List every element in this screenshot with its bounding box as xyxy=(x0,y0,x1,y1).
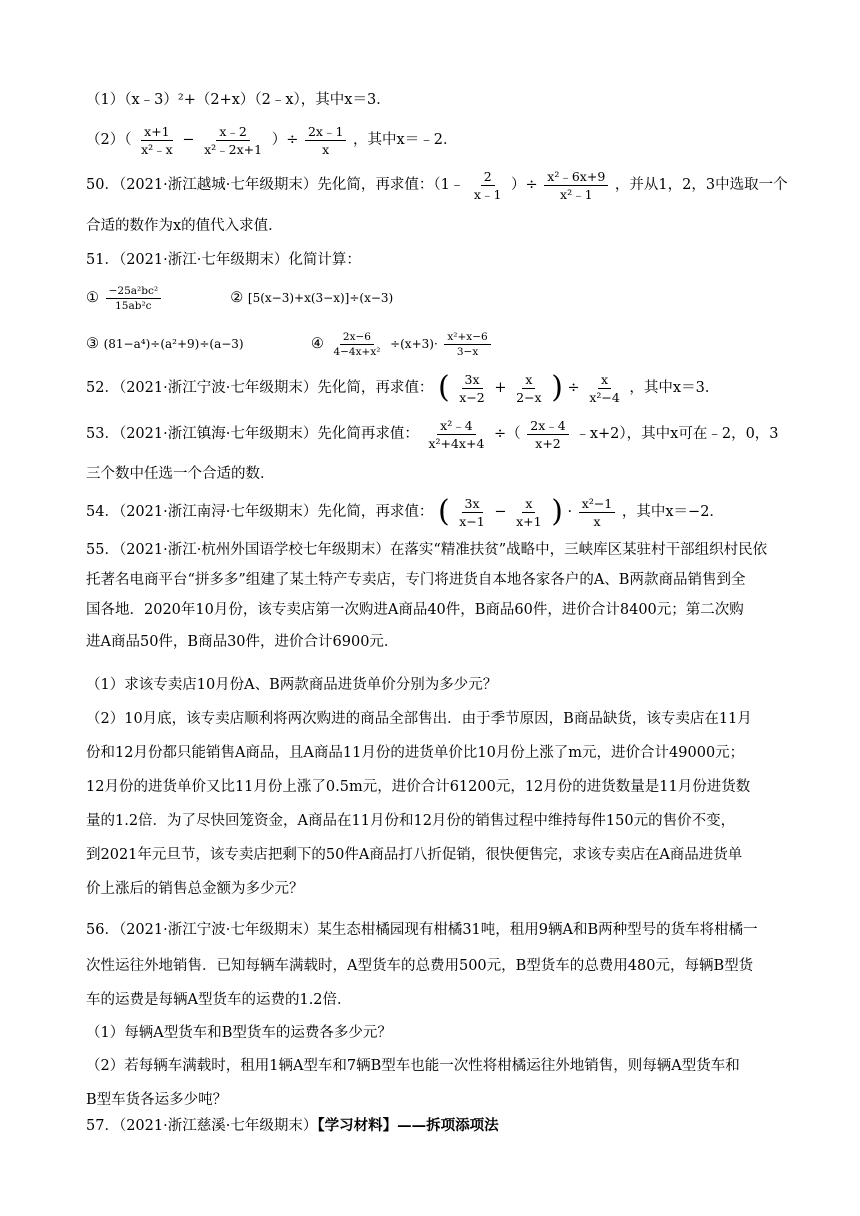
q55-sub2-line4: 量的1.2倍．为了尽快回笼资金，A商品在11月份和12月份的销售过程中维持每件150元的售价不变， xyxy=(86,813,736,829)
q55-sub2-line6: 价上涨后的销售总金额为多少元？ xyxy=(86,881,304,897)
numerator: x﹣2 xyxy=(216,123,250,141)
denominator: x+2 xyxy=(535,435,561,451)
denominator: x xyxy=(322,141,330,157)
question-tail: ，并从1，2，3中选取一个 xyxy=(614,177,788,193)
q55-sub2-line2: 份和12月份都只能销售A商品，且A商品11月份的进货单价比10月份上涨了m元，进价合计49000元； xyxy=(86,745,745,761)
q55-sub1: （1）求该专卖店10月份A、B两款商品进货单价分别为多少元？ xyxy=(86,677,498,693)
numerator: −25a²bc² xyxy=(106,284,161,299)
numerator: 2 xyxy=(481,168,495,186)
fraction xyxy=(444,330,490,359)
denominator: x﹣1 xyxy=(473,186,502,202)
question-head: 50．（2021·浙江越城·七年级期末）先化简，再求值：（1﹣ xyxy=(86,177,465,193)
fraction xyxy=(579,495,616,530)
numerator: 3x xyxy=(462,371,483,389)
condition: ，其中x＝﹣2． xyxy=(353,132,458,148)
item-label: ③ xyxy=(86,336,99,352)
denominator: 3−x xyxy=(456,345,479,358)
q54: 54．（2021·浙江南浔·七年级期末）先化简，再求值： ( $\frac{3x}{x-1}$ − $\frac{x}{x+1}$ ) · $\frac{\text{x²−1}}{x}$ ，其中x＝−2． xyxy=(86,494,724,529)
q55-sub2-line5: 到2021年元旦节，该专卖店把剩下的50件A商品打八折促销，很快便售完，求该专卖店在A商品进货单 xyxy=(86,847,743,863)
numerator: 2x﹣4 xyxy=(527,417,568,435)
q56-line1: 56．（2021·浙江宁波·七年级期末）某生态柑橘园现有柑橘31吨，租用9辆A和B两种型号的货车将柑橘一 xyxy=(86,922,758,938)
q55-line2: 托著名电商平台“拼多多”组建了某土特产专卖店，专门将进货自本地各家各户的A、B两款商品销售到全 xyxy=(86,572,746,588)
q56-line2: 次性运往外地销售．已知每辆车满载时，A型货车的总费用500元，B型货车的总费用480元，每辆B型货 xyxy=(86,958,754,974)
denominator: x²﹣x xyxy=(141,141,173,157)
operator: ）÷ xyxy=(271,132,299,148)
q56-sub1: （1）每辆A型货车和B型货车的运费各多少元？ xyxy=(86,1025,392,1041)
question-tail: ﹣x+2），其中x可在﹣2，0，3 xyxy=(575,426,779,442)
q55-sub2-line1: （2）10月底，该专卖店顺利将两次购进的商品全部售出．由于季节原因，B商品缺货，该专卖店在11月 xyxy=(86,711,752,727)
q51-row1 xyxy=(86,280,780,316)
q56-sub2-line2: B型车货各运多少吨？ xyxy=(86,1092,228,1108)
q57-head xyxy=(86,1116,780,1136)
operator: + xyxy=(494,380,507,396)
q55-line3: 国各地．2020年10月份，该专卖店第一次购进A商品40件，B商品60件，进价合计8400元；第二次购 xyxy=(86,602,744,618)
section-title: 【学习材料】——拆项添项法 xyxy=(317,1117,499,1134)
q55-line1: 55．（2021·浙江·杭州外国语学校七年级期末）在落实“精准扶贫”战略中，三峡库区某驻村干部组织村民依 xyxy=(86,542,768,558)
denominator: x xyxy=(593,513,601,529)
q50-line1 xyxy=(86,167,788,203)
question-head: 52．（2021·浙江宁波·七年级期末）先化简，再求值： xyxy=(86,380,434,396)
fraction xyxy=(527,417,568,452)
operator: − xyxy=(494,504,507,520)
denominator: x²−4 xyxy=(589,389,620,405)
fraction xyxy=(513,371,544,406)
q49-part1 xyxy=(86,90,780,110)
operator: ÷ xyxy=(567,380,580,396)
question-head: 53．（2021·浙江镇海·七年级期末）先化简再求值： xyxy=(86,426,419,442)
numerator: x²−1 xyxy=(579,495,616,513)
denominator: x−2 xyxy=(459,389,485,405)
question-head: 54．（2021·浙江南浔·七年级期末）先化简，再求值： xyxy=(86,504,434,520)
denominator: x²﹣1 xyxy=(560,186,593,202)
fraction xyxy=(106,284,161,313)
fraction xyxy=(305,123,346,158)
numerator: x xyxy=(598,371,611,389)
numerator: 2x−6 xyxy=(340,330,374,345)
denominator: x+1 xyxy=(516,513,542,529)
fraction xyxy=(544,168,608,203)
numerator: 2x﹣1 xyxy=(305,123,346,141)
operator: · xyxy=(567,504,573,520)
q50-line2: 合适的数作为x的值代入求值． xyxy=(86,218,283,234)
fraction xyxy=(330,330,383,359)
denominator: 15ab²c xyxy=(115,299,152,312)
expression: （x﹣3）²+（2+x）（2﹣x），其中x＝3． xyxy=(124,92,391,108)
q49-part2: （2）（ $\frac{x+1}{\text{x²﹣x}}$ − $\frac{x﹣2}{\text{x²﹣2x+1}}$ ）÷ $\frac{2x﹣1}{x}$ ，其中x＝﹣2． xyxy=(86,123,458,157)
numerator: x²+x−6 xyxy=(444,330,490,345)
q51-head: 51．（2021·浙江·七年级期末）化简计算： xyxy=(86,252,361,268)
operator: ÷（ xyxy=(494,426,521,442)
fraction xyxy=(513,495,544,530)
expression: (81−a⁴)÷(a²+9)÷(a−3) xyxy=(103,337,244,351)
numerator: x+1 xyxy=(141,123,172,141)
fraction xyxy=(138,123,176,158)
item-label: ① xyxy=(86,290,99,306)
q53-line1 xyxy=(86,414,780,454)
q52: 52．（2021·浙江宁波·七年级期末）先化简，再求值： ( $\frac{3x}{x-2}$ + $\frac{x}{2-x}$ ) ÷ $\frac{x}{\text{x²−4}}$ ，其中x＝3． xyxy=(86,370,720,405)
fraction xyxy=(456,371,487,406)
numerator: x²﹣6x+9 xyxy=(544,168,608,186)
q53-line2: 三个数中任选一个合适的数． xyxy=(86,466,275,482)
denominator: x²+4x+4 xyxy=(428,435,485,451)
denominator: x−1 xyxy=(459,513,485,529)
expression: [5(x−3)+x(3−x)]÷(x−3) xyxy=(247,291,394,305)
fraction xyxy=(586,371,623,406)
denominator: 4−4x+x² xyxy=(333,345,381,358)
operator: ）÷ xyxy=(511,177,538,193)
fraction xyxy=(201,123,265,158)
fraction xyxy=(425,417,487,452)
fraction xyxy=(471,168,505,203)
numerator: 3x xyxy=(462,495,483,513)
condition: ，其中x＝3． xyxy=(629,380,720,396)
q56-sub2-line1: （2）若每辆车满载时，租用1辆A型车和7辆B型车也能一次性将柑橘运往外地销售，则每辆A型货车和 xyxy=(86,1058,740,1074)
numerator: x²﹣4 xyxy=(437,417,476,435)
denominator: x²﹣2x+1 xyxy=(204,141,263,157)
q55-line4: 进A商品50件，B商品30件，进价合计6900元． xyxy=(86,634,399,650)
item-label: ④ xyxy=(310,336,324,352)
numerator: x xyxy=(522,371,535,389)
condition: ，其中x＝−2． xyxy=(621,504,724,520)
part-label: （1） xyxy=(86,92,125,108)
q51-row2 xyxy=(86,326,780,362)
denominator: 2−x xyxy=(516,389,542,405)
q55-sub2-line3: 12月份的进货单价又比11月份上涨了0.5m元，进价合计61200元，12月份的进货数量是11月份进货数 xyxy=(86,779,751,795)
question-head: 57．（2021·浙江慈溪·七年级期末） xyxy=(86,1118,318,1134)
part-label: （2）（ xyxy=(86,132,132,148)
item-label: ② xyxy=(230,290,244,306)
numerator: x xyxy=(522,495,535,513)
q56-line3: 车的运费是每辆A型货车的运费的1.2倍． xyxy=(86,992,352,1008)
operator: ÷(x+3)· xyxy=(390,337,438,351)
fraction xyxy=(456,495,487,530)
